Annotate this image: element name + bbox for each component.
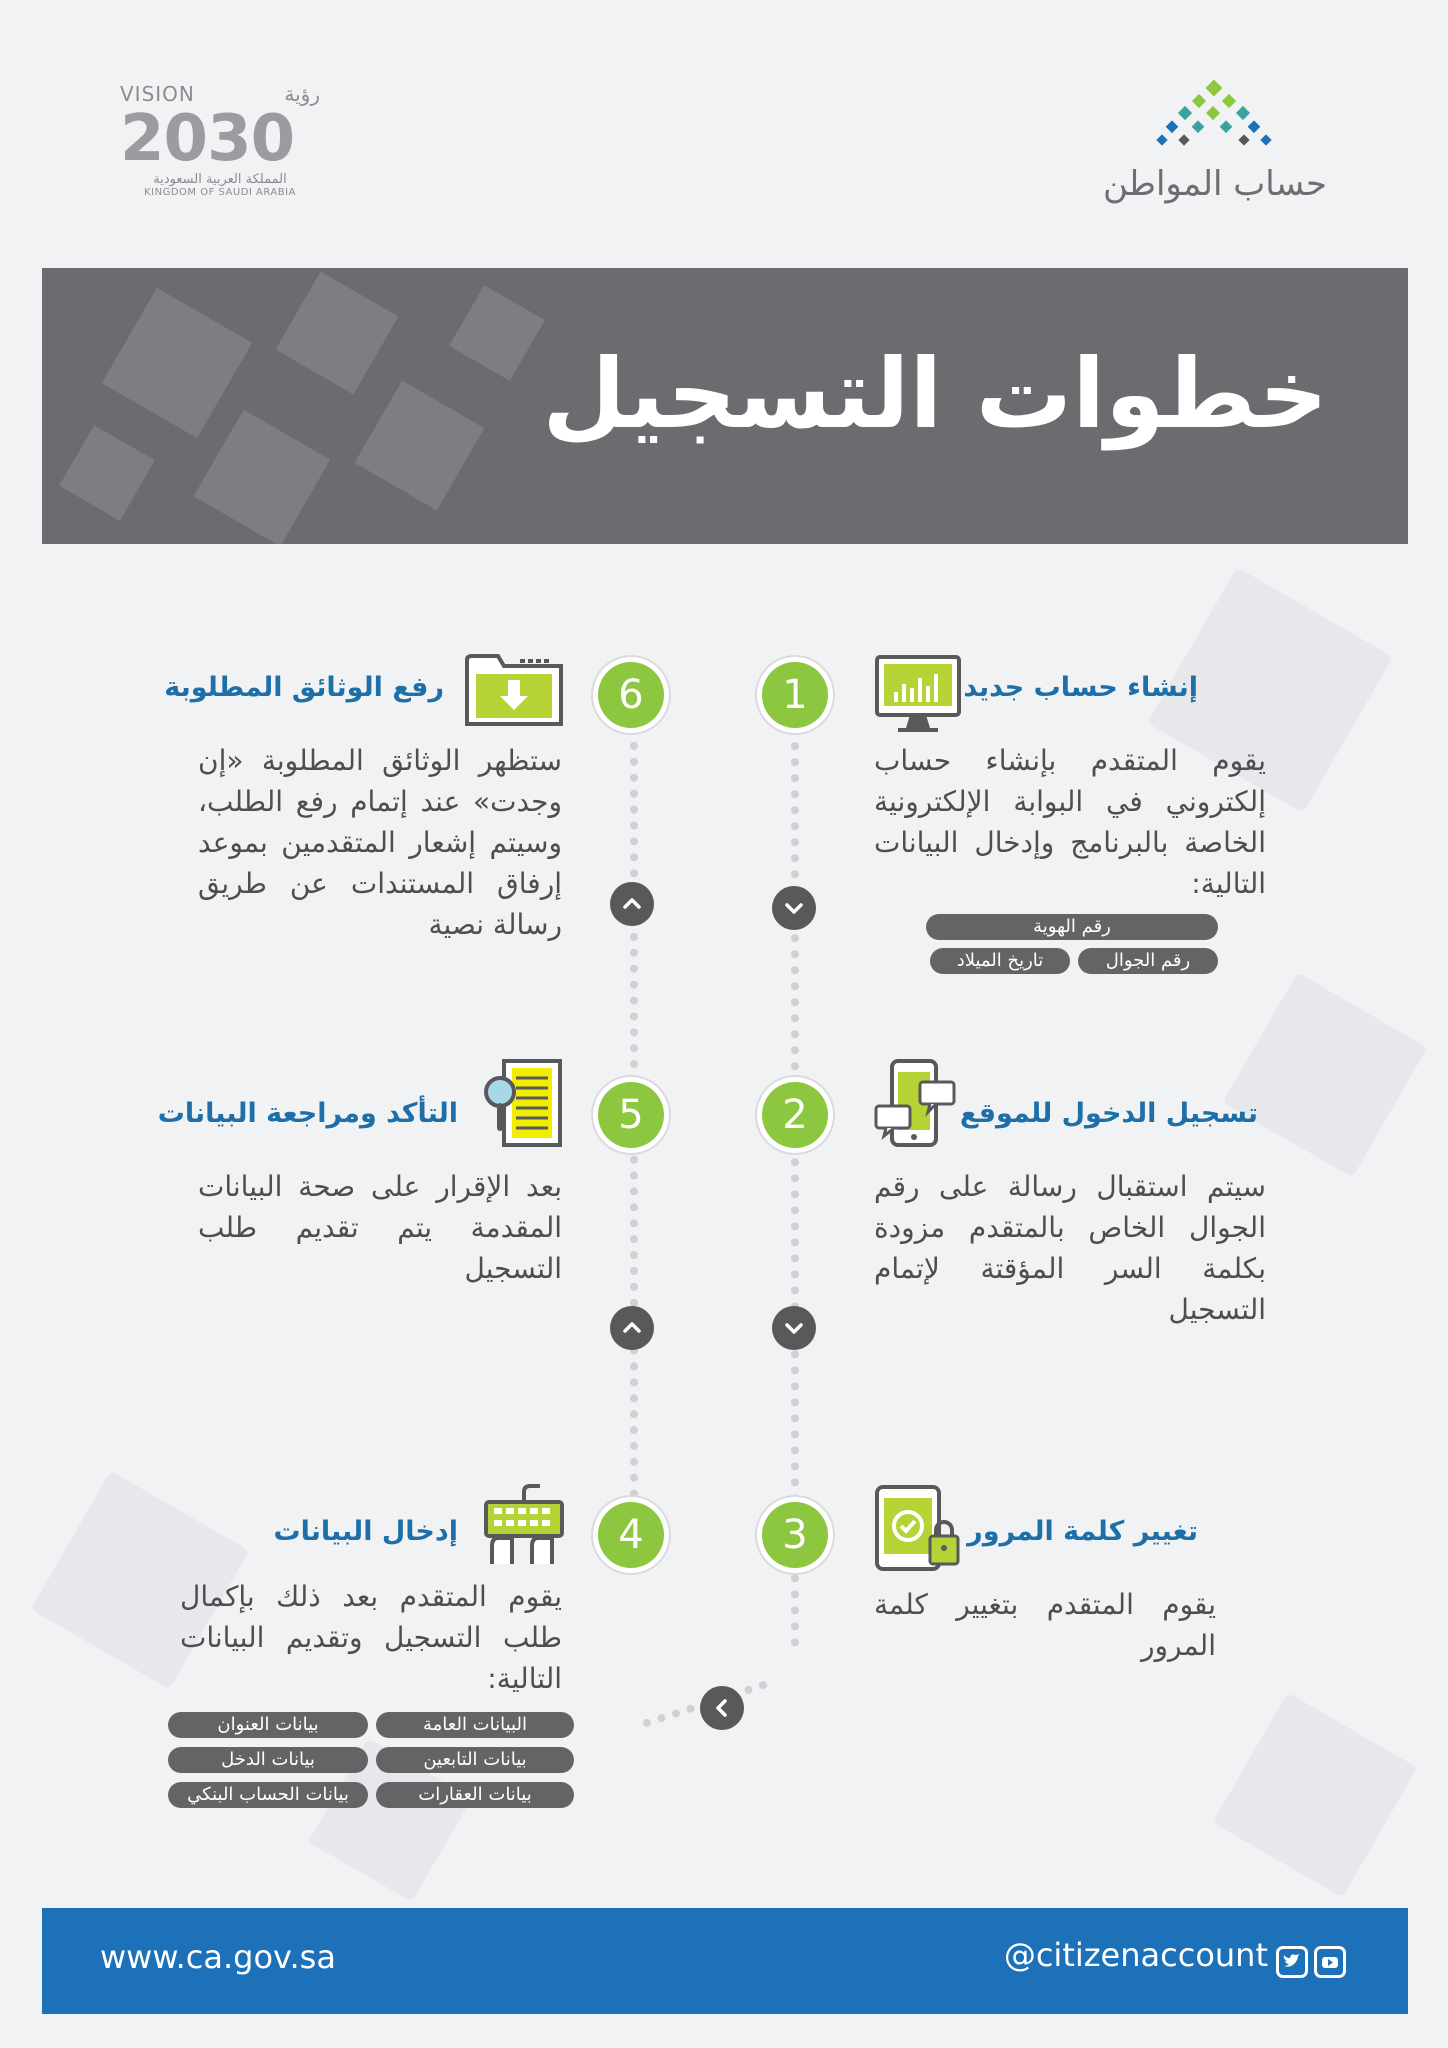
step-3-title: تغيير كلمة المرور	[967, 1516, 1198, 1547]
step-5-number: 5	[598, 1082, 664, 1148]
background-shape	[1213, 1693, 1418, 1898]
chevron-up-icon	[610, 1306, 654, 1350]
chevron-down-icon	[772, 886, 816, 930]
step-3-body: يقوم المتقدم بتغيير كلمة المرور	[874, 1588, 1216, 1662]
title-banner	[42, 268, 1408, 544]
step-1-body: يقوم المتقدم بإنشاء حساب إلكتروني في البوابة الإلكترونية الخاصة بالبرنامج وإدخال البيانات التالية:	[874, 744, 1266, 900]
chevron-up-icon	[610, 882, 654, 926]
background-shape	[1223, 973, 1428, 1178]
website-link[interactable]: www.ca.gov.sa	[100, 1938, 336, 1976]
vision-word-ar: رؤية	[284, 82, 320, 106]
step-4-tag: بيانات التابعين	[376, 1747, 574, 1773]
document-magnifier-icon	[482, 1058, 566, 1150]
banner-shape	[59, 425, 155, 521]
step-4-tag: بيانات الدخل	[168, 1747, 368, 1773]
citizen-account-emblem-icon	[1150, 78, 1280, 160]
step-6-body: ستظهر الوثائق المطلوبة «إن وجدت» عند إتمام رفع الطلب، وسيتم إشعار المتقدمين بموعد إرفاق المستندات عن طريق رسالة نصية	[198, 744, 562, 941]
citizen-account-name: حساب المواطن	[1103, 164, 1327, 204]
chevron-down-icon	[772, 1306, 816, 1350]
step-2-body: سيتم استقبال رسالة على رقم الجوال الخاص بالمتقدم مزودة بكلمة السر المؤقتة لإتمام التسجيل	[874, 1170, 1266, 1326]
twitter-icon[interactable]	[1276, 1946, 1308, 1978]
banner-shape	[276, 272, 399, 395]
step-5-title: التأكد ومراجعة البيانات	[157, 1098, 458, 1129]
keyboard-hands-icon	[484, 1484, 564, 1566]
computer-chart-icon	[874, 654, 962, 734]
step-2-title: تسجيل الدخول للموقع	[959, 1098, 1258, 1129]
step-4-title: إدخال البيانات	[273, 1516, 458, 1547]
citizen-account-logo	[1100, 78, 1330, 208]
step-6-title: رفع الوثائق المطلوبة	[164, 672, 444, 703]
step-1-number: 1	[762, 662, 828, 728]
step-6-number: 6	[598, 662, 664, 728]
mobile-message-icon	[874, 1058, 958, 1150]
tablet-lock-icon	[874, 1484, 964, 1574]
step-4-tag: البيانات العامة	[376, 1712, 574, 1738]
footer-bar	[42, 1908, 1408, 2014]
banner-shape	[449, 285, 545, 381]
step-1-tag: تاريخ الميلاد	[930, 948, 1070, 974]
banner-shape	[194, 410, 331, 544]
page-title: خطوات التسجيل	[542, 338, 1328, 450]
folder-download-icon	[464, 652, 564, 728]
step-4-body: يقوم المتقدم بعد ذلك بإكمال طلب التسجيل وتقديم البيانات التالية:	[180, 1580, 562, 1695]
social-handle[interactable]: @citizenaccount	[1003, 1936, 1268, 1974]
vision-country-ar: المملكة العربية السعودية	[153, 172, 287, 187]
step-2-number: 2	[762, 1082, 828, 1148]
step-1-tag: رقم الهوية	[926, 914, 1218, 940]
vision-word-en: VISION	[120, 82, 195, 106]
vision-2030-logo	[120, 82, 320, 212]
chevron-left-icon	[700, 1686, 744, 1730]
step-4-tag: بيانات العقارات	[376, 1782, 574, 1808]
banner-shape	[355, 381, 485, 511]
step-4-tag: بيانات العنوان	[168, 1712, 368, 1738]
step-4-number: 4	[598, 1502, 664, 1568]
step-1-title: إنشاء حساب جديد	[963, 672, 1198, 703]
youtube-icon[interactable]	[1314, 1946, 1346, 1978]
step-5-body: بعد الإقرار على صحة البيانات المقدمة يتم تقديم طلب التسجيل	[198, 1170, 562, 1285]
banner-shape	[102, 288, 252, 438]
vision-year: 2030	[120, 102, 295, 176]
vision-country-en: KINGDOM OF SAUDI ARABIA	[144, 187, 296, 198]
step-4-tag: بيانات الحساب البنكي	[168, 1782, 368, 1808]
step-1-tag: رقم الجوال	[1078, 948, 1218, 974]
step-3-number: 3	[762, 1502, 828, 1568]
